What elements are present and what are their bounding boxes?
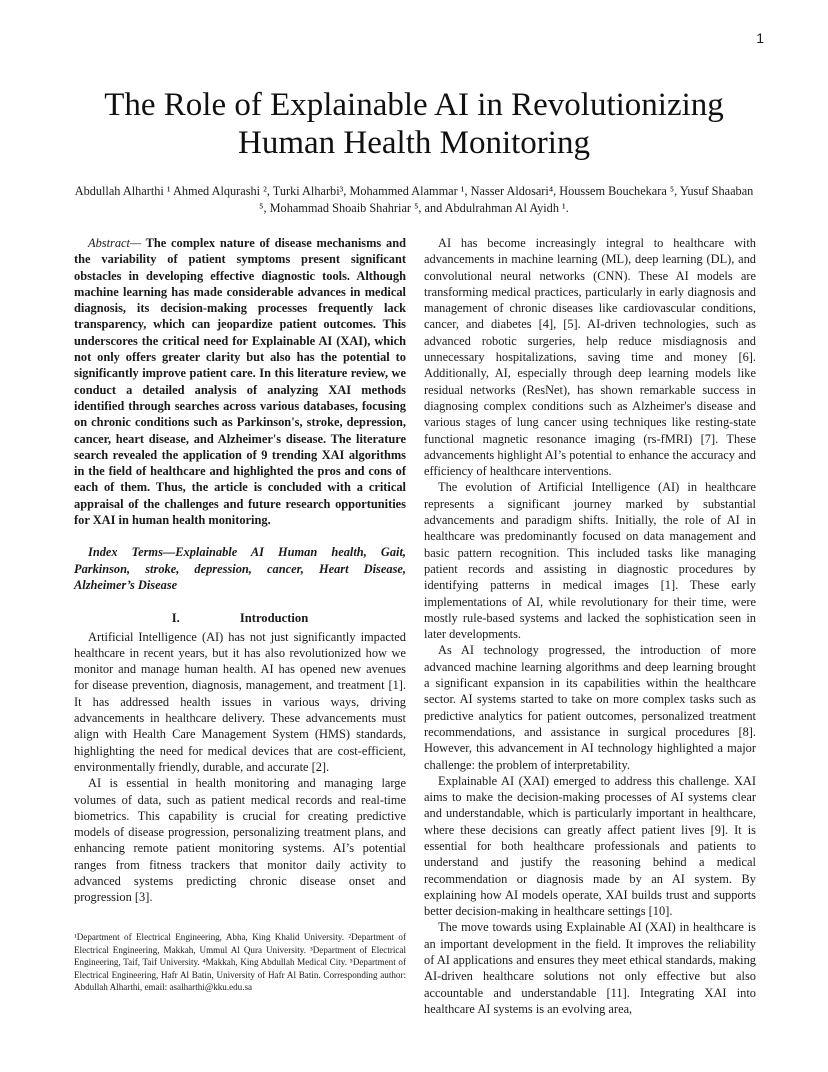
body-paragraph: Artificial Intelligence (AI) has not just significantly impacted healthcare in recent years, but it has also revolutionized how we monitor and manage human health. AI has opened new avenues for disease prevention, diagnosis, management, and treatment [1]. It has addressed health issues in various ways, driving advancements in healthcare delivery. These advancements must align with Health Care Management System (HMS) standards, highlighting the need for medical devices that are cost-efficient, environmentally friendly, durable, and accurate [2]. <box>74 629 406 774</box>
author-list: Abdullah Alharthi ¹ Ahmed Alqurashi ², Turki Alharbi³, Mohammed Alammar ¹, Nasser Aldosari⁴, Houssem Bouchekara ⁵, Yusuf Shaaban ⁵, Mohammad Shoaib Shahriar ⁵, and Abdulrahman Al Ayidh ¹. <box>74 184 754 215</box>
title-line-2: Human Health Monitoring <box>238 125 590 161</box>
abstract-text: The complex nature of disease mechanisms and the variability of patient symptoms present significant obstacles in developing effective diagnostic tools. Although machine learning has made considerable advances in medical diagnosis, its decision-making processes frequently lack transparency, which can jeopardize patient outcomes. This underscores the critical need for Explainable AI (XAI), which not only offers greater clarity but also has the potential to significantly improve patient care. In this literature review, we conduct a detailed analysis of analyzing XAI methods identified through searches across various databases, focusing on chronic conditions such as Parkinson's, stroke, depression, cancer, heart disease, and Alzheimer's disease. The literature search revealed the application of 9 trending XAI algorithms in the field of healthcare and highlighted the pros and cons of each of them. Thus, the article is concluded with a critical appraisal of the challenges and future research opportunities for XAI in human health monitoring. <box>74 236 406 528</box>
body-paragraph: AI is essential in health monitoring and managing large volumes of data, such as patient medical records and real-time biometrics. This capability is crucial for creating predictive models of disease progression, personalizing treatment plans, and enhancing remote patient monitoring systems. AI’s potential ranges from fitness trackers that monitor daily activity to advanced systems predicting chronic disease onset and progression [3]. <box>74 776 406 905</box>
body-paragraph: AI has become increasingly integral to healthcare with advancements in machine learning (ML), deep learning (DL), and convolutional neural networks (CNN). These AI models are transforming medical practices, particularly in early diagnosis and management of chronic diseases like cardiovascular conditions, cancer, and diabetes [4], [5]. AI-driven technologies, such as advanced robotic surgeries, help reduce misdiagnosis and unnecessary hospitalizations, saving time and money [6]. Additionally, AI, especially through deep learning models like residual networks (ResNet), has shown remarkable success in diagnosing complex conditions such as Alzheimer's disease and various stages of lung cancer using techniques like resting-state functional magnetic resonance imaging (rs-fMRI) [7]. These advancements highlight AI’s potential to enhance the accuracy and efficiency of healthcare interventions. <box>424 236 756 479</box>
right-column <box>424 235 756 1017</box>
section-number: I. <box>171 611 180 626</box>
abstract-label: Abstract— <box>88 236 142 250</box>
affiliation-footnote: ¹Department of Electrical Engineering, Abha, King Khalid University. ²Department of Electrical Engineering, Makkah, Ummul Al Qura University. ³Department of Electrical Engineering, Taif, Taif University. ⁴Makkah, King Abdullah Medical City. ⁵Department of Electrical Engineering, Hafr Al Batin, University of Hafr Al Batin. Corresponding author: Abdullah Alharthi, email: asalharthi@kku.edu.sa <box>74 932 406 993</box>
abstract <box>74 235 406 528</box>
body-paragraph: As AI technology progressed, the introduction of more advanced machine learning algorithms and deep learning brought a significant expansion in its capabilities within the healthcare sector. AI systems started to take on more complex tasks such as predictive analytics for patient outcomes, personalized treatment recommendations, and assistance in surgical procedures [8]. However, this advancement in AI technology highlighted a major challenge: the problem of interpretability. <box>424 643 756 772</box>
index-terms: Index Terms—Explainable AI Human health, Gait, Parkinson, stroke, depression, cancer, Heart Disease, Alzheimer’s Disease <box>74 545 406 592</box>
left-column <box>74 235 406 906</box>
title-line-1: The Role of Explainable AI in Revolutionizing <box>104 87 724 123</box>
section-title: Introduction <box>239 611 309 626</box>
section-heading-introduction <box>74 610 406 626</box>
body-paragraph: Explainable AI (XAI) emerged to address this challenge. XAI aims to make the decision-making processes of AI systems clear and understandable, which is particularly important in healthcare, where these decisions can greatly affect patient lives [9]. It is essential for both healthcare professionals and patients to understand and justify the reasoning behind a medical recommendation or diagnosis made by an AI system. By explaining how AI models operate, XAI builds trust and supports better decision-making in healthcare settings [10]. <box>424 773 756 919</box>
page-number: 1 <box>756 30 764 46</box>
paper-title <box>60 86 768 162</box>
body-paragraph: The move towards using Explainable AI (XAI) in healthcare is an important development in the field. It improves the reliability of AI applications and ensures they meet ethical standards, making AI-driven healthcare solutions not only effective but also accountable and understandable [11]. Integrating XAI into healthcare AI systems is an evolving area, <box>424 920 756 1016</box>
body-paragraph: The evolution of Artificial Intelligence (AI) in healthcare represents a significant journey marked by substantial advancements and paradigm shifts. Initially, the role of AI in healthcare was predominantly focused on data management and basic pattern recognition. This included tasks like managing patient records and assisting in diagnostic procedures by identifying patterns in medical images [1]. These early implementations of AI, while revolutionary for their time, were mostly rule-based systems and lacked the sophistication seen in later developments. <box>424 480 756 642</box>
